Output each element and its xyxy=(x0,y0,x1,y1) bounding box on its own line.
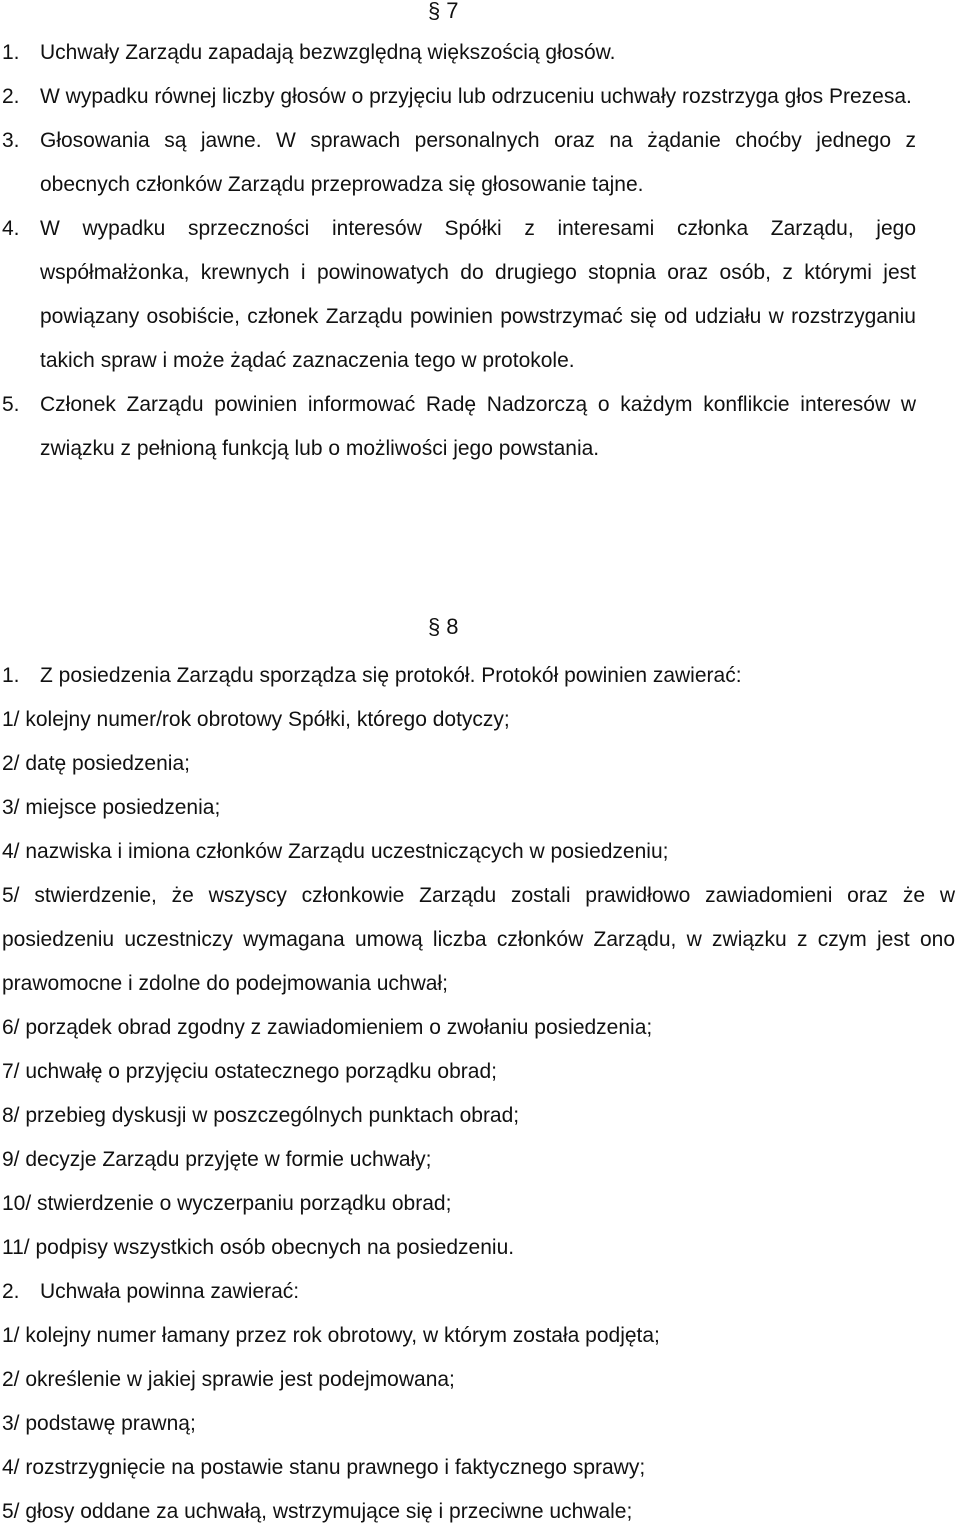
item-text: Uchwała powinna zawierać: xyxy=(40,1280,300,1303)
protocol-point: 3/ miejsce posiedzenia; xyxy=(2,796,221,819)
section-number: 7 xyxy=(446,0,459,23)
item-number: 4. xyxy=(2,217,20,240)
section-7-heading xyxy=(428,0,488,24)
list-item xyxy=(0,1270,916,1314)
list-item xyxy=(0,207,916,383)
item-number: 2. xyxy=(2,1280,20,1303)
item-number: 1. xyxy=(2,664,20,687)
resolution-point: 5/ głosy oddane za uchwałą, wstrzymujące się i przeciwne uchwale; xyxy=(2,1500,633,1523)
resolution-point: 3/ podstawę prawną; xyxy=(2,1412,196,1435)
section-7-body xyxy=(0,31,960,471)
item-number: 3. xyxy=(2,129,20,152)
item-text: W wypadku sprzeczności interesów Spółki z interesami członka Zarządu, jego współmałżonka, krewnych i powinowatych do drugiego stopnia oraz osób, z którymi jest powiązany osobiście, członek Zarządu powinien powstrzymać się od udziału w rozstrzyganiu takich spraw i może żądać zaznaczenia tego w protokole. xyxy=(40,217,916,372)
list-item xyxy=(0,383,916,471)
item-number: 5. xyxy=(2,393,20,416)
protocol-point: 6/ porządek obrad zgodny z zawiadomieniem o zwołaniu posiedzenia; xyxy=(2,1016,653,1039)
protocol-point: 8/ przebieg dyskusji w poszczególnych punktach obrad; xyxy=(2,1104,520,1127)
protocol-point: 7/ uchwałę o przyjęciu ostatecznego porządku obrad; xyxy=(2,1060,497,1083)
list-item xyxy=(0,654,916,698)
paragraph-sign: § xyxy=(428,0,441,23)
list-item xyxy=(0,75,916,119)
paragraph-sign: § xyxy=(428,614,441,639)
protocol-point: 11/ podpisy wszystkich osób obecnych na posiedzeniu. xyxy=(2,1236,515,1259)
list-item xyxy=(0,31,916,75)
list-item xyxy=(0,119,916,207)
protocol-point: 5/ stwierdzenie, że wszyscy członkowie Zarządu zostali prawidłowo zawiadomieni oraz że w posiedzeniu uczestniczy wymagana umową liczba członków Zarządu, w związku z czym jest ono prawomocne i zdolne do podejmowania uchwał; xyxy=(2,884,955,995)
item-text: Głosowania są jawne. W sprawach personalnych oraz na żądanie choćby jednego z obecnych członków Zarządu przeprowadza się głosowanie tajne. xyxy=(40,129,916,196)
protocol-point: 4/ nazwiska i imiona członków Zarządu uczestniczących w posiedzeniu; xyxy=(2,840,669,863)
protocol-point: 10/ stwierdzenie o wyczerpaniu porządku obrad; xyxy=(2,1192,452,1215)
resolution-point: 2/ określenie w jakiej sprawie jest podejmowana; xyxy=(2,1368,455,1391)
protocol-point: 9/ decyzje Zarządu przyjęte w formie uchwały; xyxy=(2,1148,432,1171)
section-8-body xyxy=(0,654,960,1534)
resolution-point: 4/ rozstrzygnięcie na postawie stanu prawnego i faktycznego sprawy; xyxy=(2,1456,646,1479)
section-number: 8 xyxy=(446,614,459,639)
resolution-point: 1/ kolejny numer łamany przez rok obrotowy, w którym została podjęta; xyxy=(2,1324,660,1347)
item-text: W wypadku równej liczby głosów o przyjęciu lub odrzuceniu uchwały rozstrzyga głos Prezesa. xyxy=(40,85,912,108)
item-number: 2. xyxy=(2,85,20,108)
item-number: 1. xyxy=(2,41,20,64)
item-text: Z posiedzenia Zarządu sporządza się protokół. Protokół powinien zawierać: xyxy=(40,664,742,687)
protocol-point: 1/ kolejny numer/rok obrotowy Spółki, którego dotyczy; xyxy=(2,708,510,731)
section-8-heading xyxy=(428,614,488,640)
protocol-point: 2/ datę posiedzenia; xyxy=(2,752,190,775)
item-text: Uchwały Zarządu zapadają bezwzględną większością głosów. xyxy=(40,41,616,64)
item-text: Członek Zarządu powinien informować Radę Nadzorczą o każdym konflikcie interesów w związku z pełnioną funkcją lub o możliwości jego powstania. xyxy=(40,393,916,460)
